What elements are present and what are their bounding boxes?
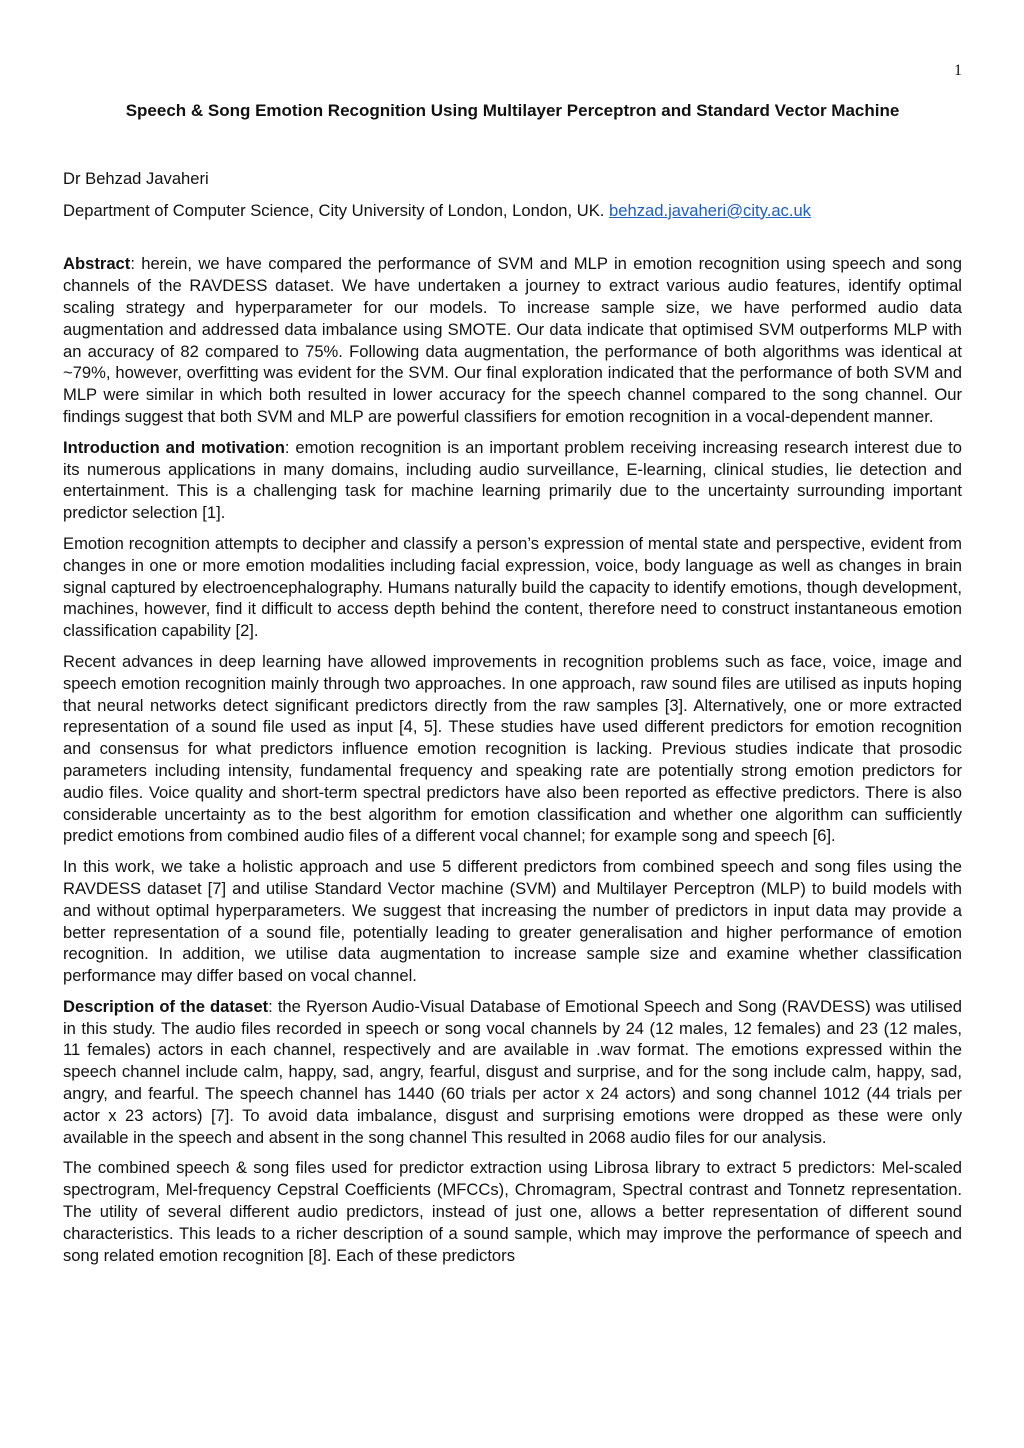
- dataset-paragraph: [63, 996, 962, 1149]
- page-number: 1: [954, 62, 962, 79]
- introduction-paragraph: [63, 437, 962, 524]
- body-paragraph: In this work, we take a holistic approach and use 5 different predictors from combined speech and song files using the RAVDESS dataset [7] and utilise Standard Vector machine (SVM) and Multilayer Perceptron (MLP) to build models with and without optimal hyperparameters. We suggest that increasing the number of predictors in input data may provide a better representation of a sound file, potentially leading to greater generalisation and higher performance of emotion recognition. In addition, we utilise data augmentation to increase sample size and examine whether classification performance may differ based on vocal channel.: [63, 857, 962, 986]
- introduction-heading: Introduction and motivation: [63, 437, 285, 457]
- body-paragraph: Recent advances in deep learning have allowed improvements in recognition problems such as face, voice, image and speech emotion recognition mainly through two approaches. In one approach, raw sound files are utilised as inputs hoping that neural networks detect significant predictors directly from the raw samples [3]. Alternatively, one or more extracted representation of a sound file used as input [4, 5]. These studies have used different predictors for emotion recognition and consensus for what predictors influence emotion recognition is lacking. Previous studies indicate that prosodic parameters including intensity, fundamental frequency and speaking rate are potentially strong emotion predictors for audio files. Voice quality and short-term spectral predictors have also been reported as effective predictors. There is also considerable uncertainty as to the best algorithm for emotion classification and whether one algorithm can sufficiently predict emotions from combined audio files of a different vocal channel; for example song and speech [6].: [63, 651, 962, 846]
- paper-body: [63, 100, 962, 1275]
- abstract-paragraph: [63, 253, 962, 427]
- abstract-heading: Abstract: [63, 254, 131, 274]
- body-paragraph: Emotion recognition attempts to decipher and classify a person’s expression of mental state and perspective, evident from changes in one or more emotion modalities including facial expression, voice, body language as well as changes in brain signal captured by electroencephalography. Humans naturally build the capacity to identify emotions, though development, machines, however, find it difficult to access depth behind the content, therefore need to construct instantaneous emotion classification capability [2].: [63, 533, 962, 641]
- author-name: Dr Behzad Javaheri: [63, 168, 209, 188]
- affiliation-text: Department of Computer Science, City University of London, London, UK.: [63, 200, 605, 220]
- introduction-text: : emotion recognition is an important problem receiving increasing research interest due to its numerous applications in many domains, including audio surveillance, E-learning, clinical studies, lie detection and entertainment. This is a challenging task for machine learning primarily due to the uncertainty surrounding important predictor selection [1].: [63, 437, 962, 523]
- author-affiliation: [63, 200, 962, 222]
- author-email-link[interactable]: behzad.javaheri@city.ac.uk: [609, 200, 811, 220]
- abstract-text: : herein, we have compared the performance of SVM and MLP in emotion recognition using speech and song channels of the RAVDESS dataset. We have undertaken a journey to extract various audio features, identify optimal scaling strategy and hyperparameter for our models. To increase sample size, we have performed audio data augmentation and addressed data imbalance using SMOTE. Our data indicate that optimised SVM outperforms MLP with an accuracy of 82 compared to 75%. Following data augmentation, the performance of both algorithms was identical at ~79%, however, overfitting was evident for the SVM. Our final exploration indicated that the performance of both SVM and MLP were similar in which both resulted in lower accuracy for the speech channel compared to the song channel. Our findings suggest that both SVM and MLP are powerful classifiers for emotion recognition in a vocal-dependent manner.: [63, 254, 962, 426]
- dataset-text: : the Ryerson Audio-Visual Database of Emotional Speech and Song (RAVDESS) was utilised in this study. The audio files recorded in speech or song vocal channels by 24 (12 males, 12 females) and 23 (12 males, 11 females) actors in each channel, respectively and are available in .wav format. The emotions expressed within the speech channel include calm, happy, sad, angry, fearful, disgust and surprise, and for the song include calm, happy, sad, angry, and fearful. The speech channel has 1440 (60 trials per actor x 24 actors) and song channel 1012 (44 trials per actor x 23 actors) [7]. To avoid data imbalance, disgust and surprising emotions were dropped as these were only available in the speech and absent in the song channel This resulted in 2068 audio files for our analysis.: [63, 996, 962, 1147]
- paper-title: Speech & Song Emotion Recognition Using Multilayer Perceptron and Standard Vector Machine: [125, 101, 900, 120]
- body-paragraph: The combined speech & song files used for predictor extraction using Librosa library to extract 5 predictors: Mel-scaled spectrogram, Mel-frequency Cepstral Coefficients (MFCCs), Chromagram, Spectral contrast and Tonnetz representation. The utility of several different audio predictors, instead of just one, allows a better representation of different sound characteristics. This leads to a richer description of a sound sample, which may improve the performance of speech and song related emotion recognition [8]. Each of these predictors: [63, 1158, 962, 1265]
- dataset-heading: Description of the dataset: [63, 996, 269, 1016]
